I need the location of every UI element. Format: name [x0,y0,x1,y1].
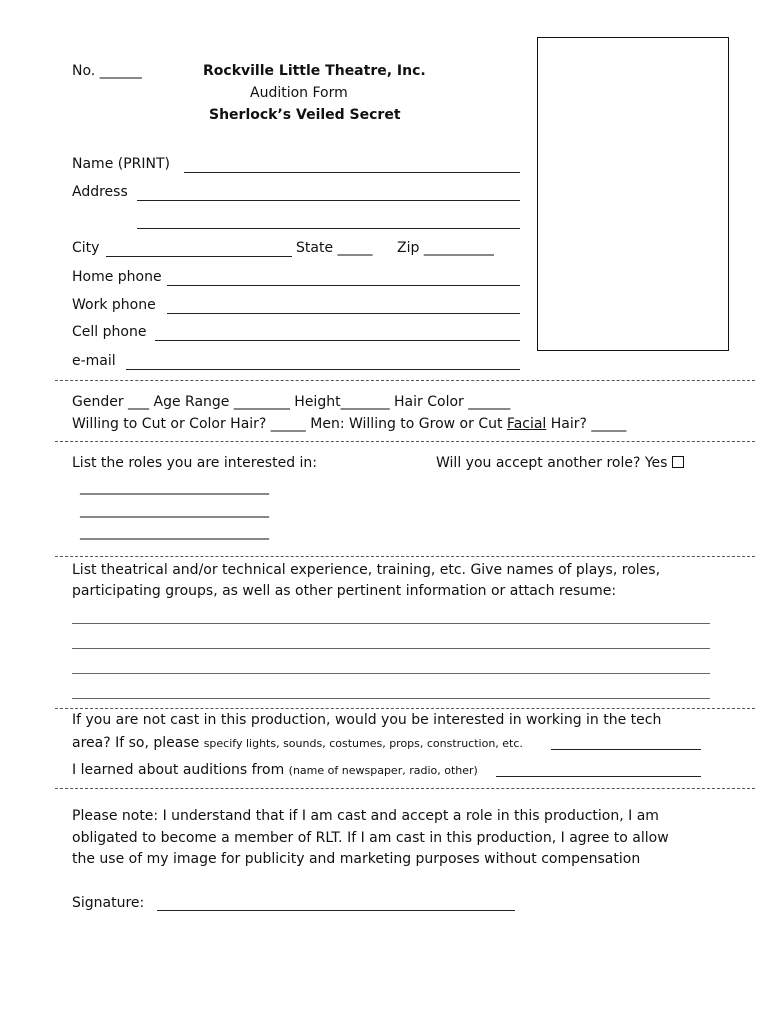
hair-willingness-row[interactable] [72,416,626,432]
tech-interest-field[interactable] [551,749,701,750]
signature-field[interactable] [157,910,515,911]
audition-source-hint: (name of newspaper, radio, other) [288,764,478,777]
tech-interest-line1: If you are not cast in this production, would you be interested in working in the tech [72,712,662,728]
photo-box [537,37,729,351]
audition-source-text: I learned about auditions from [72,762,289,778]
experience-line-1[interactable] [72,623,710,624]
note-line2: obligated to become a member of RLT. If I am cast in this production, I agree to allow [72,830,669,846]
city-field[interactable] [106,256,292,257]
role-field-2[interactable]: ___________________________ [80,502,269,518]
experience-line-4[interactable] [72,698,710,699]
role-field-3[interactable]: ___________________________ [80,524,269,540]
email-field[interactable] [126,369,520,370]
section-divider [55,556,755,557]
cell-phone-field[interactable] [155,340,520,341]
section-divider [55,380,755,381]
address-field-line1[interactable] [137,200,520,201]
experience-prompt-line1: List theatrical and/or technical experience, training, etc. Give names of plays, roles, [72,562,661,578]
facial-hair-text: Hair? _____ [546,416,627,432]
roles-prompt: List the roles you are interested in: [72,455,318,471]
organization-name: Rockville Little Theatre, Inc. [203,63,426,79]
accept-another-role-label: Will you accept another role? Yes [436,455,668,471]
section-divider [55,441,755,442]
facial-word: Facial [506,416,547,432]
experience-prompt-line2: participating groups, as well as other pertinent information or attach resume: [72,583,617,599]
signature-label: Signature: [72,895,145,911]
experience-line-2[interactable] [72,648,710,649]
tech-interest-text: area? If so, please [72,735,204,751]
accept-another-role [436,455,684,471]
physical-attributes-row[interactable]: Gender ___ Age Range ________ Height_______ Hair Color ______ [72,394,511,410]
audition-source-field[interactable] [496,776,701,777]
note-line1: Please note: I understand that if I am cast and accept a role in this production, I am [72,808,659,824]
cell-phone-label: Cell phone [72,324,147,340]
section-divider [55,708,755,709]
home-phone-label: Home phone [72,269,162,285]
zip-field[interactable]: Zip __________ [397,240,494,256]
address-label: Address [72,184,128,200]
work-phone-field[interactable] [167,313,520,314]
yes-checkbox[interactable] [672,456,684,468]
email-label: e-mail [72,353,116,369]
experience-line-3[interactable] [72,673,710,674]
show-title: Sherlock’s Veiled Secret [209,107,401,123]
audition-source-label [72,762,478,778]
home-phone-field[interactable] [167,285,520,286]
section-divider [55,788,755,789]
form-title: Audition Form [250,85,348,101]
work-phone-label: Work phone [72,297,156,313]
tech-interest-line2 [72,735,523,751]
state-field[interactable]: State _____ [296,240,373,256]
note-line3: the use of my image for publicity and marketing purposes without compensation [72,851,641,867]
name-field[interactable] [184,172,520,173]
role-field-1[interactable]: ___________________________ [80,479,269,495]
tech-interest-hint: specify lights, sounds, costumes, props, construction, etc. [203,737,523,750]
hair-willingness-text: Willing to Cut or Color Hair? _____ Men: Willing to Grow or Cut [72,416,507,432]
number-field-label: No. ______ [72,63,142,79]
city-label: City [72,240,100,256]
name-label: Name (PRINT) [72,156,170,172]
address-field-line2[interactable] [137,228,520,229]
